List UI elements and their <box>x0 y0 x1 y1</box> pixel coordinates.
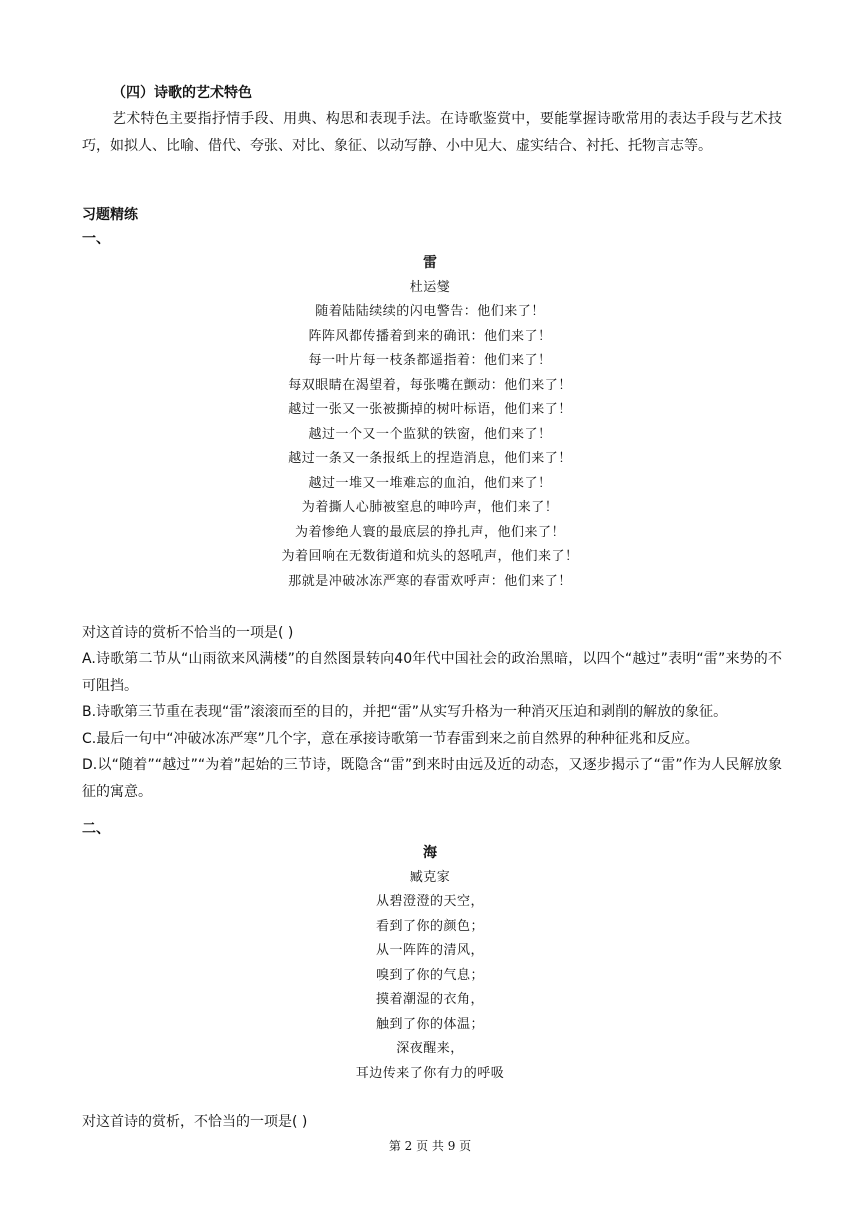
option-c: C.最后一句中“冲破冰冻严寒”几个字，意在承接诗歌第一节春雷到来之前自然界的种种征兆和反应。 <box>82 730 699 747</box>
section-title: （四）诗歌的艺术特色 <box>112 85 252 101</box>
poem-1-line: 为着回响在无数街道和炕头的怒吼声，他们来了！ <box>281 549 579 564</box>
poem-2-line: 嗅到了你的气息； <box>375 967 484 983</box>
poem-1-line: 越过一个又一个监狱的铁窗，他们来了！ <box>308 426 552 442</box>
option-b: B.诗歌第三节重在表现“雷”滚滚而至的目的，并把“雷”从实写升格为一种消灭压迫和剥削的解放的象征。 <box>82 704 728 720</box>
question-1-options <box>82 646 782 805</box>
poem-1-line: 每一叶片每一枝条都遥指着：他们来了！ <box>308 353 552 368</box>
poem-1-line: 每双眼睛在渴望着，每张嘴在颤动：他们来了！ <box>288 377 572 393</box>
poem-1 <box>0 251 860 594</box>
poem-2-title: 海 <box>423 845 437 861</box>
question-2-number: 二、 <box>82 821 110 837</box>
exercises-heading: 习题精练 <box>82 207 138 223</box>
question-1-stem: 对这首诗的赏析不恰当的一项是( ) <box>82 625 294 641</box>
poem-1-line: 那就是冲破冰冻严寒的春雷欢呼声：他们来了！ <box>288 573 572 589</box>
poem-1-title: 雷 <box>423 255 437 271</box>
poem-1-line: 阵阵风都传播着到来的确讯：他们来了！ <box>308 328 552 344</box>
poem-1-line: 越过一堆又一堆难忘的血泊，他们来了！ <box>308 475 552 491</box>
poem-1-line: 越过一张又一张被撕掉的树叶标语，他们来了！ <box>288 402 572 417</box>
poem-2-line: 看到了你的颜色； <box>375 918 484 934</box>
poem-2-line: 从一阵阵的清风， <box>375 943 484 958</box>
page-footer: 第 2 页 共 9 页 <box>388 1139 472 1153</box>
poem-1-author: 杜运燮 <box>409 279 451 295</box>
poem-1-line: 为着撕人心肺被窒息的呻吟声，他们来了！ <box>301 500 559 515</box>
question-1-number: 一、 <box>82 231 110 247</box>
section-body: 艺术特色主要指抒情手段、用典、构思和表现手法。在诗歌鉴赏中，要能掌握诗歌常用的表达手段与艺术技巧，如拟人、比喻、借代、夸张、对比、象征、以动写静、小中见大、虚实结合、衬托、托物言志等。 <box>82 111 782 154</box>
poem-2-line: 从碧澄澄的天空， <box>375 894 484 909</box>
poem-2-line: 深夜醒来， <box>396 1041 464 1056</box>
option-a: A.诗歌第二节从“山雨欲来风满楼”的自然图景转向40年代中国社会的政治黑暗，以四个“越过”表明“雷”来势的不可阻挡。 <box>82 651 782 694</box>
poem-2-line: 摸着潮湿的衣角， <box>375 992 484 1007</box>
poem-1-line: 为着惨绝人寰的最底层的挣扎声，他们来了！ <box>294 524 565 540</box>
poem-1-line: 随着陆陆续续的闪电警告：他们来了！ <box>315 304 545 319</box>
poem-2-line: 触到了你的体温； <box>375 1016 484 1032</box>
question-2-stem: 对这首诗的赏析，不恰当的一项是( ) <box>82 1114 308 1130</box>
poem-2 <box>0 841 860 1086</box>
poem-2-author: 臧克家 <box>409 869 451 885</box>
option-d: D.以“随着”“越过”“为着”起始的三节诗，既隐含“雷”到来时由远及近的动态，又逐步揭示了“雷”作为人民解放象征的寓意。 <box>82 757 782 800</box>
poem-2-line: 耳边传来了你有力的呼吸 <box>355 1065 505 1081</box>
poem-1-line: 越过一条又一条报纸上的捏造消息，他们来了！ <box>288 451 572 466</box>
